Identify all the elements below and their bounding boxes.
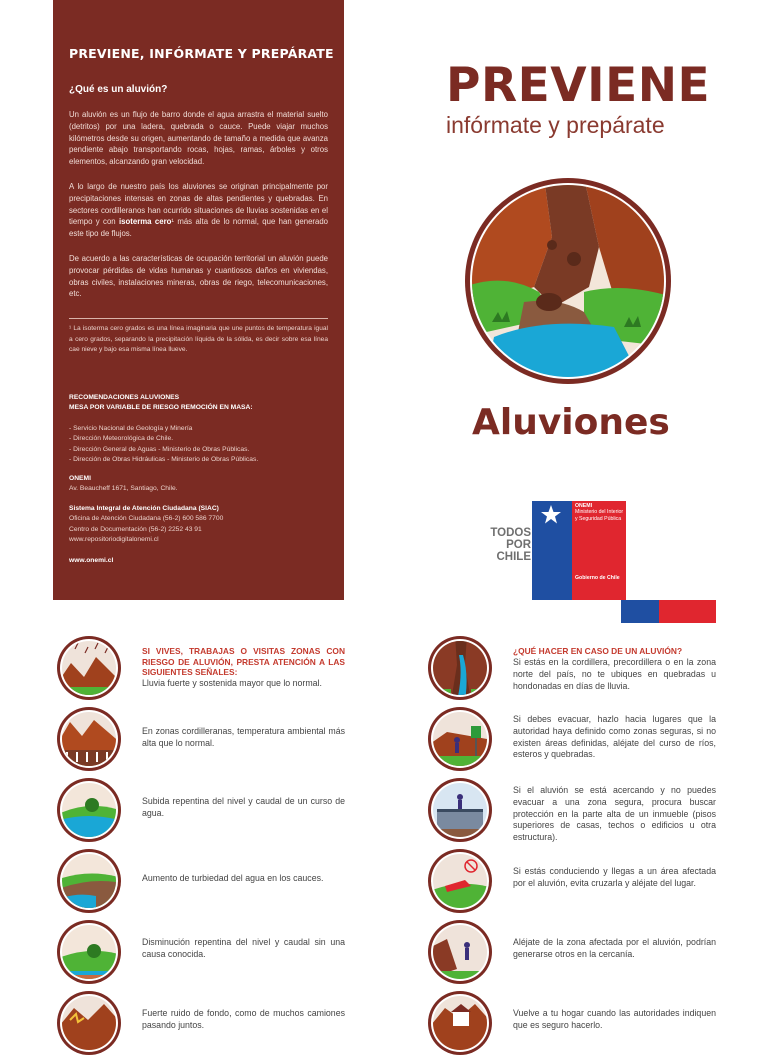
website-block bbox=[69, 556, 329, 566]
recommendations-title: RECOMENDACIONES ALUVIONES bbox=[69, 394, 180, 401]
rising-water-icon bbox=[56, 777, 122, 843]
cover-title: PREVIENE bbox=[446, 58, 711, 113]
action-item: Vuelve a tu hogar cuando las autoridades indiquen que es seguro hacerlo. bbox=[513, 1008, 716, 1030]
decreasing-water-icon bbox=[56, 919, 122, 985]
sign-item: Aumento de turbiedad del agua en los cauces. bbox=[142, 873, 324, 883]
siac-repository-link[interactable]: www.repositoriodigitalonemi.cl bbox=[69, 536, 159, 544]
gov-onemi-label: ONEMI bbox=[575, 503, 593, 509]
no-driving-icon bbox=[427, 848, 493, 914]
panel-divider bbox=[69, 318, 328, 319]
rainy-ravine-icon bbox=[427, 635, 493, 701]
sign-item: En zonas cordilleranas, temperatura ambiental más alta que lo normal. bbox=[142, 726, 345, 748]
siac-phone-docs: Centro de Documentación (56-2) 2252 43 91 bbox=[69, 525, 202, 533]
sign-item: Fuerte ruido de fondo, como de muchos camiones pasando juntos. bbox=[142, 1008, 345, 1030]
panel-paragraph-1: Un aluvión es un flujo de barro donde el agua arrastra el material suelto (detritos) por una ladera, quebrada o cauce. Puede viajar muchos kilómetros desde su origen, aumentando de tamaño a medida que avanza pendiente abajo transportando rocas, hojas, ramas, árboles y otros elementos, alcanzando gran velocidad. bbox=[69, 110, 328, 167]
sign-item: Subida repentina del nivel y caudal de un curso de agua. bbox=[142, 796, 345, 818]
onemi-address: Av. Beaucheff 1671, Santiago, Chile. bbox=[69, 485, 178, 493]
panel-title: PREVIENE, INFÓRMATE Y PREPÁRATE bbox=[69, 46, 334, 61]
high-temperature-icon bbox=[56, 706, 122, 772]
recommendations-block bbox=[69, 393, 329, 465]
recommendations-subtitle: MESA POR VARIABLE DE RIESGO REMOCIÓN EN MASA: bbox=[69, 404, 253, 412]
website-link[interactable]: www.onemi.cl bbox=[69, 557, 114, 564]
panel-question: ¿Qué es un aluvión? bbox=[69, 84, 168, 95]
walk-away-icon bbox=[427, 919, 493, 985]
loud-noise-icon bbox=[56, 990, 122, 1056]
info-panel bbox=[53, 0, 344, 600]
flag-stripe-red bbox=[659, 600, 716, 623]
todos-por-chile-slogan: TODOS POR CHILE bbox=[490, 527, 531, 563]
siac-block bbox=[69, 504, 329, 546]
siac-phone-office: Oficina de Atención Ciudadana (56-2) 600 586 7700 bbox=[69, 515, 224, 523]
action-item: Si estás en la cordillera, precordillera o en la zona norte del país, no te ubiques en quebradas u hondonadas en días de lluvia. bbox=[513, 657, 716, 691]
sign-item: Disminución repentina del nivel y caudal sin una causa conocida. bbox=[142, 937, 345, 959]
panel-paragraph-3: De acuerdo a las características de ocupación territorial un aluvión puede provocar pérdidas de vidas humanas y cuantiosos daños en viviendas, obras civiles, instalaciones mineras, obras de riego, telecomunicaciones, etc. bbox=[69, 254, 328, 299]
alluvion-illustration bbox=[464, 177, 672, 385]
return-home-icon bbox=[427, 990, 493, 1056]
action-item: Si debes evacuar, hazlo hacia lugares que la autoridad haya definido como zonas seguras, si no existen áreas definidas, aléjate del curso de ríos, esteros y quebradas. bbox=[513, 714, 716, 760]
panel-footnote: ¹ La isoterma cero grados es una línea imaginaria que une puntos de temperatura igual a cero grados, separando la precipitación líquida de la sólida, es decir sobre esa línea cae nieve y bajo esa misma línea llueve. bbox=[69, 325, 328, 354]
recommendations-list bbox=[69, 424, 329, 466]
coat-of-arms-icon bbox=[536, 503, 566, 527]
recommendation-item: - Dirección Meteorológica de Chile. bbox=[69, 435, 174, 443]
flag-stripe-blue bbox=[621, 600, 659, 623]
rooftop-shelter-icon bbox=[427, 777, 493, 843]
evacuation-route-icon bbox=[427, 706, 493, 772]
sign-item: Lluvia fuerte y sostenida mayor que lo normal. bbox=[142, 678, 322, 688]
onemi-label: ONEMI bbox=[69, 475, 91, 482]
siac-title: Sistema Integral de Atención Ciudadana (SIAC) bbox=[69, 505, 219, 512]
actions-heading: ¿QUÉ HACER EN CASO DE UN ALUVIÓN? bbox=[513, 646, 683, 656]
cover-subtitle: infórmate y prepárate bbox=[446, 112, 665, 138]
recommendation-item: - Servicio Nacional de Geología y Minería bbox=[69, 424, 193, 432]
signs-heading: SI VIVES, TRABAJAS O VISITAS ZONAS CON RIESGO DE ALUVIÓN, PRESTA ATENCIÓN A LAS SIGUIENTES SEÑALES: bbox=[142, 646, 345, 678]
gov-ministry-label: Ministerio del Interior y Seguridad Pública bbox=[575, 509, 624, 522]
action-item: Aléjate de la zona afectada por el aluvión, podrían generarse otros en la cercanía. bbox=[513, 937, 716, 959]
action-item: Si el aluvión se está acercando y no puedes evacuar a una zona segura, procura buscar protección en la parte alta de un inmueble (pisos superiores de casas, techos o edificios u otra estructura). bbox=[513, 785, 716, 843]
panel-paragraph-2: A lo largo de nuestro país los aluviones se originan principalmente por precipitaciones intensas en zonas de altas pendientes y quebradas. En sectores cordilleranos han ocurrido situaciones de lluvias sostenidas en el tiempo y con isoterma cero¹ más alta de lo normal, que han generado este tipo de flujos. bbox=[69, 182, 329, 239]
recommendation-item: - Dirección de Obras Hidráulicas - Ministerio de Obras Públicas. bbox=[69, 456, 259, 464]
action-item: Si estás conduciendo y llegas a un área afectada por el aluvión, evita cruzarla y aléjate del lugar. bbox=[513, 866, 716, 888]
gov-bottom-label: Gobierno de Chile bbox=[575, 575, 620, 581]
onemi-block bbox=[69, 474, 329, 495]
recommendation-item: - Dirección General de Aguas - Ministerio de Obras Públicas. bbox=[69, 445, 250, 453]
turbid-water-icon bbox=[56, 848, 122, 914]
heavy-rain-icon bbox=[56, 635, 122, 701]
cover-topic: Aluviones bbox=[472, 402, 670, 443]
